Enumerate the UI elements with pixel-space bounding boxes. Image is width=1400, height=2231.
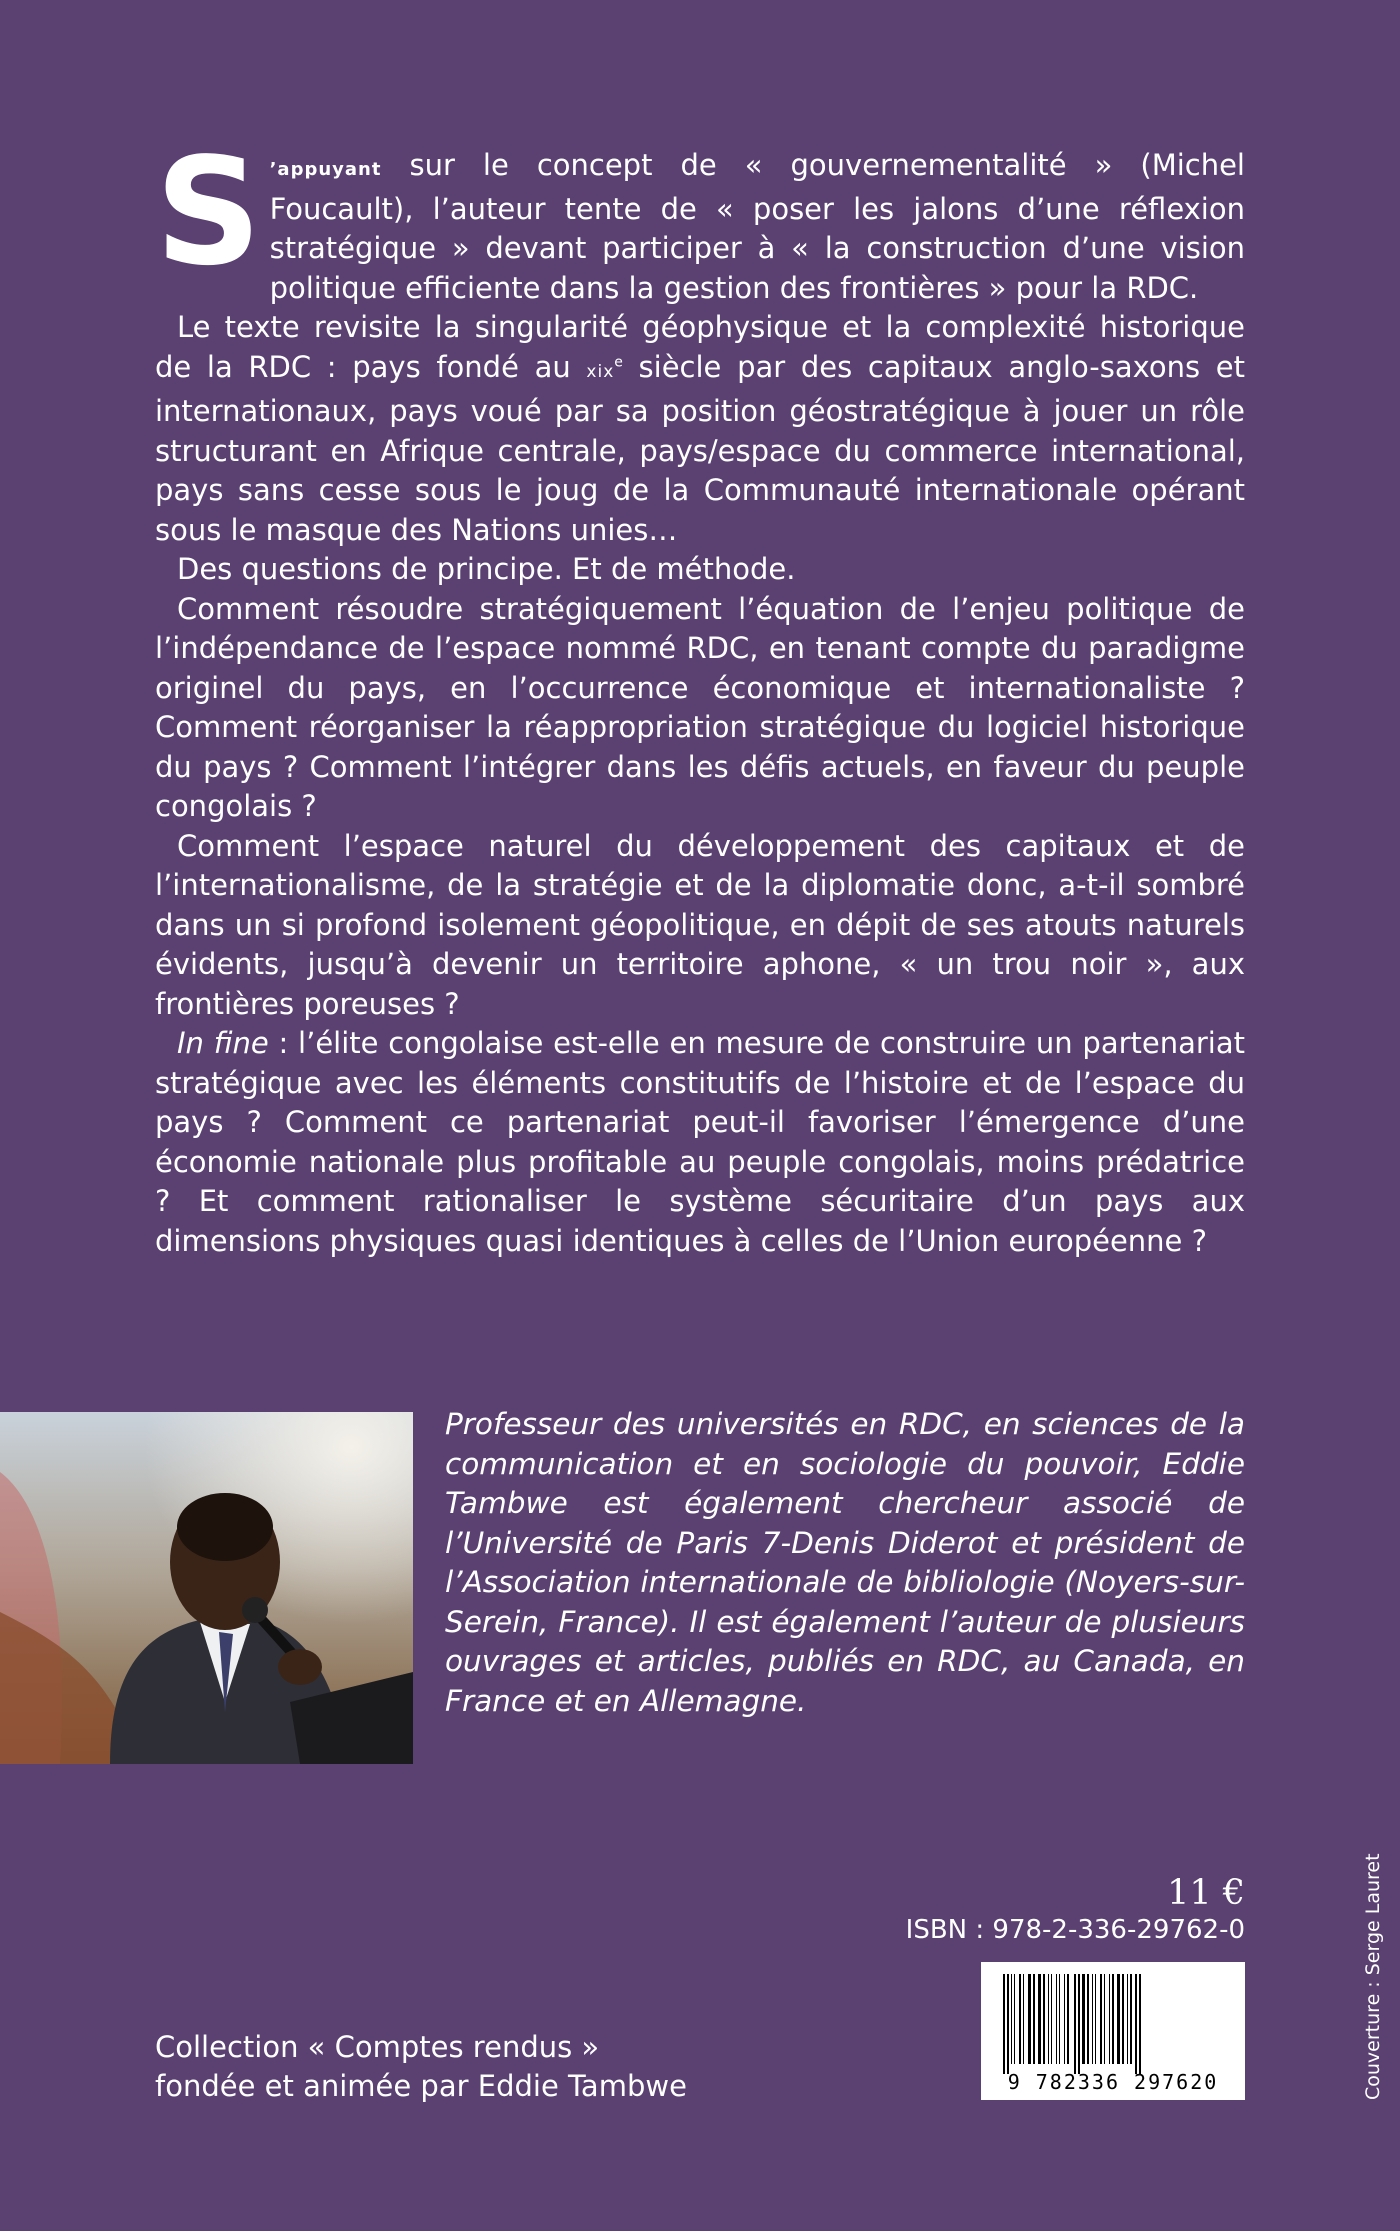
barcode-bar (1130, 1974, 1132, 2064)
barcode-bar (1109, 1974, 1110, 2064)
barcode-bar (1033, 1974, 1035, 2064)
paragraph-text: sur le concept de « gouvernementalité » (Michel Foucault), l’auteur tente de « poser les jalons d’une réflexion stratégique » devant participer à « la construction d’une vision politique efficiente dans la gestion des frontières » pour la RDC. (269, 148, 1245, 305)
barcode-bar (1023, 1974, 1024, 2064)
blurb-paragraph-4: Comment résoudre stratégiquement l’équation de l’enjeu politique de l’indépendance de l’espace nommé RDC, en tenant compte du paradigme originel du pays, en l’occurrence économique et internationaliste ? Comment réorganiser la réappropriation stratégique du logiciel historique du pays ? Comment l’intégrer dans les défis actuels, en faveur du peuple congolais ? (155, 591, 1245, 823)
cover-credit: Couverture : Serge Lauret (1362, 1853, 1384, 2100)
century-numeral: xix (586, 361, 615, 382)
isbn: ISBN : 978-2-336-29762-0 (905, 1915, 1245, 1945)
barcode-bar (1117, 1974, 1120, 2064)
blurb-paragraph-3: Des questions de principe. Et de méthode. (177, 552, 796, 586)
barcode-bar (1092, 1974, 1093, 2064)
barcode-bar (1078, 1974, 1080, 2074)
barcode-bar (1074, 1974, 1076, 2074)
barcode-bar (1135, 1974, 1137, 2074)
barcode-bar (1043, 1974, 1045, 2064)
barcode-bar (1100, 1974, 1102, 2064)
barcode-bar (1051, 1974, 1052, 2064)
barcode-bar (1059, 1974, 1060, 2064)
paragraph-text: siècle par des capitaux anglo-saxons et internationaux, pays voué par sa position géostratégique à jouer un rôle structurant en Afrique centrale, pays/espace du commerce international, pays sans cesse sous le joug de la Communauté internationale opérant sous le masque des Nations unies… (155, 349, 1245, 547)
barcode-bar (1007, 1974, 1009, 2074)
in-fine-lead: In fine (177, 1026, 269, 1060)
barcode-bar (1087, 1974, 1089, 2064)
barcode-bar (1112, 1974, 1114, 2064)
barcode-bar (1048, 1974, 1049, 2064)
barcode-bar (1127, 1974, 1128, 2064)
barcode-bar (1011, 1974, 1012, 2064)
collection-line-1: Collection « Comptes rendus » (155, 2030, 600, 2064)
barcode-bar (1067, 1974, 1069, 2064)
barcode-bar (1019, 1974, 1021, 2064)
paragraph-text: : l’élite congolaise est-elle en mesure de construire un partenariat stratégique avec les éléments constitutifs de l’histoire et de l’espace du pays ? Comment ce partenariat peut-il favoriser l’émergence d’une économie nationale plus profitable au peuple congolais, moins prédatrice ? Et comment rationaliser le système sécuritaire d’un pays aux dimensions physiques quasi identiques à celles de l’Union européenne ? (155, 1026, 1246, 1258)
barcode-bar (1014, 1974, 1015, 2064)
barcode-bar (1028, 1974, 1031, 2064)
blurb-paragraph-1 (155, 126, 1245, 308)
price: 11 € (1167, 1873, 1245, 1913)
barcode-bar (1064, 1974, 1065, 2064)
blurb-paragraph-5: Comment l’espace naturel du développement des capitaux et de l’internationalisme, de la stratégie et de la diplomatie donc, a-t-il sombré dans un si profond isolement géopolitique, en dépit de ses atouts naturels évidents, jusqu’à devenir un territoire aphone, « un trou noir », aux frontières poreuses ? (155, 828, 1245, 1021)
barcode-bar (1056, 1974, 1057, 2064)
blurb-paragraph-2 (155, 308, 1245, 550)
barcode-number: 9 782336 297620 (1007, 2070, 1219, 2094)
collection-info (155, 2028, 755, 2106)
barcode-bar (1003, 1974, 1005, 2074)
author-bio: Professeur des universités en RDC, en sciences de la communication et en sociologie du pouvoir, Eddie Tambwe est également chercheur associé de l’Université de Paris 7-Denis Diderot et président de l’Association internationale de bibliologie (Noyers-sur-Serein, France). Il est également l’auteur de plusieurs ouvrages et articles, publiés en RDC, au Canada, en France et en Allemagne. (445, 1407, 1245, 1718)
barcode-bar (1139, 1974, 1141, 2074)
century-superscript: e (614, 353, 623, 370)
barcode-bar (1095, 1974, 1096, 2064)
collection-line-2: fondée et animée par Eddie Tambwe (155, 2069, 687, 2103)
lead-word: ’appuyant (269, 159, 382, 180)
barcode-bar (1082, 1974, 1085, 2064)
author-photo-illustration (0, 1412, 413, 1764)
author-photo (0, 1412, 413, 1764)
blurb-paragraph-6 (155, 1024, 1245, 1261)
barcode-bar (1122, 1974, 1124, 2064)
dropcap-letter: S (155, 126, 262, 298)
barcode (981, 1962, 1245, 2100)
barcode-bar (1104, 1974, 1105, 2064)
paragraph-text: Le texte revisite la singularité géophysique et la complexité historique de la RDC : pays fondé au (155, 310, 1245, 384)
barcode-bar (1038, 1974, 1041, 2064)
blurb-text (155, 126, 1246, 1261)
